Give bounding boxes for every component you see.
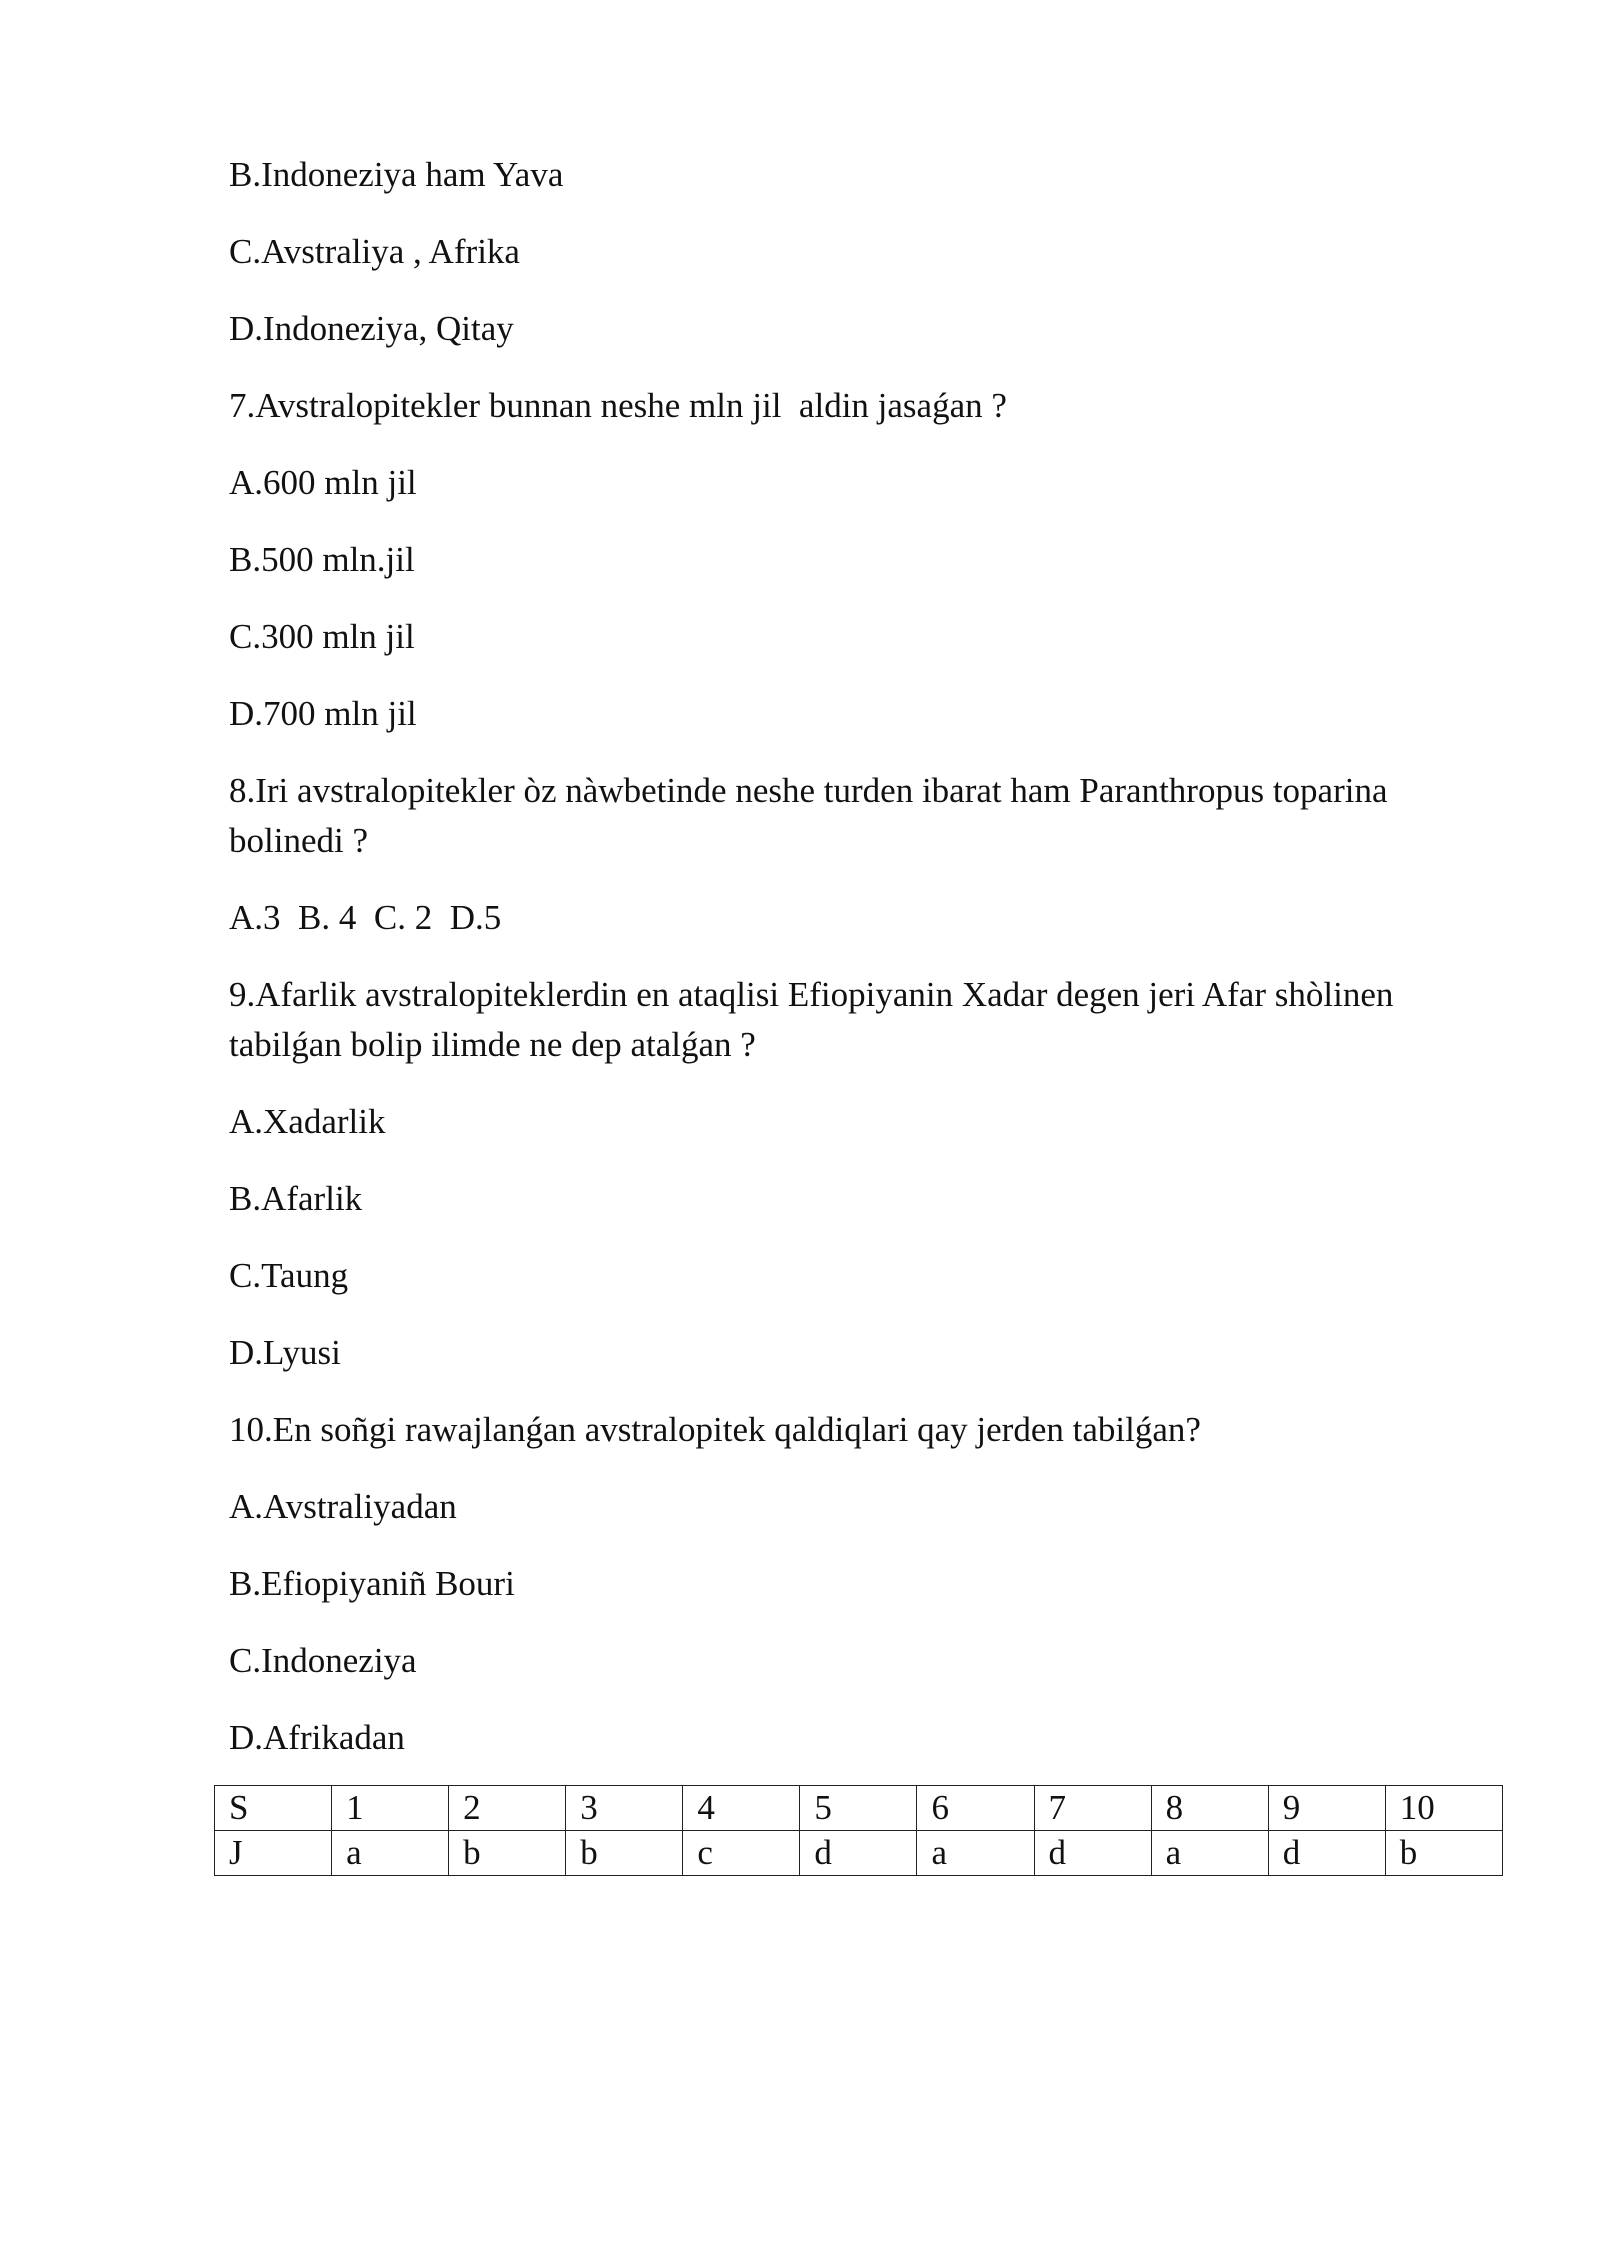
table-cell: d [1268, 1831, 1385, 1876]
table-cell: c [683, 1831, 800, 1876]
table-cell: 1 [332, 1786, 449, 1831]
table-cell: 8 [1151, 1786, 1268, 1831]
option-line: A.Avstraliyadan [229, 1487, 457, 1526]
table-cell: d [800, 1831, 917, 1876]
question-8: 8.Iri avstralopitekler òz nàwbetinde neshe turden ibarat ham Paranthropus toparina bolinedi ? [229, 771, 1397, 860]
option-line: B.Efiopiyaniñ Bouri [229, 1564, 515, 1603]
table-cell: 9 [1268, 1786, 1385, 1831]
option-line: D.700 mln jil [229, 694, 417, 733]
option-line: C.Indoneziya [229, 1641, 417, 1680]
table-cell: 4 [683, 1786, 800, 1831]
question-text-block [229, 150, 1509, 1790]
table-row-answers [215, 1831, 1503, 1876]
option-line: A.Xadarlik [229, 1102, 386, 1141]
table-cell: 2 [449, 1786, 566, 1831]
table-cell: 3 [566, 1786, 683, 1831]
table-cell: b [1385, 1831, 1502, 1876]
table-cell: d [1034, 1831, 1151, 1876]
table-cell: 10 [1385, 1786, 1502, 1831]
option-line: D.Indoneziya, Qitay [229, 309, 514, 348]
question-7: 7.Avstralopitekler bunnan neshe mln jil aldin jasaǵan ? [229, 386, 1007, 425]
option-line: C.Taung [229, 1256, 349, 1295]
table-cell: a [1151, 1831, 1268, 1876]
option-line: B.Afarlik [229, 1179, 363, 1218]
table-row-question-numbers [215, 1786, 1503, 1831]
option-line: B.Indoneziya ham Yava [229, 155, 564, 194]
table-cell: S [215, 1786, 332, 1831]
table-cell: 7 [1034, 1786, 1151, 1831]
option-line: D.Lyusi [229, 1333, 341, 1372]
question-10: 10.En soñgi rawajlanǵan avstralopitek qaldiqlari qay jerden tabilǵan? [229, 1410, 1201, 1449]
option-line: A.3 B. 4 C. 2 D.5 [229, 898, 502, 937]
answer-key-table [214, 1785, 1503, 1876]
table-cell: 5 [800, 1786, 917, 1831]
table-cell: J [215, 1831, 332, 1876]
table-cell: a [917, 1831, 1034, 1876]
table-cell: b [566, 1831, 683, 1876]
table-cell: b [449, 1831, 566, 1876]
option-line: C.Avstraliya , Afrika [229, 232, 520, 271]
table-cell: a [332, 1831, 449, 1876]
option-line: A.600 mln jil [229, 463, 417, 502]
table-cell: 6 [917, 1786, 1034, 1831]
option-line: B.500 mln.jil [229, 540, 415, 579]
option-line: C.300 mln jil [229, 617, 415, 656]
option-line: D.Afrikadan [229, 1718, 405, 1757]
question-9: 9.Afarlik avstralopiteklerdin en ataqlisi Efiopiyanin Xadar degen jeri Afar shòlinen tabilǵan bolip ilimde ne dep atalǵan ? [229, 975, 1403, 1064]
